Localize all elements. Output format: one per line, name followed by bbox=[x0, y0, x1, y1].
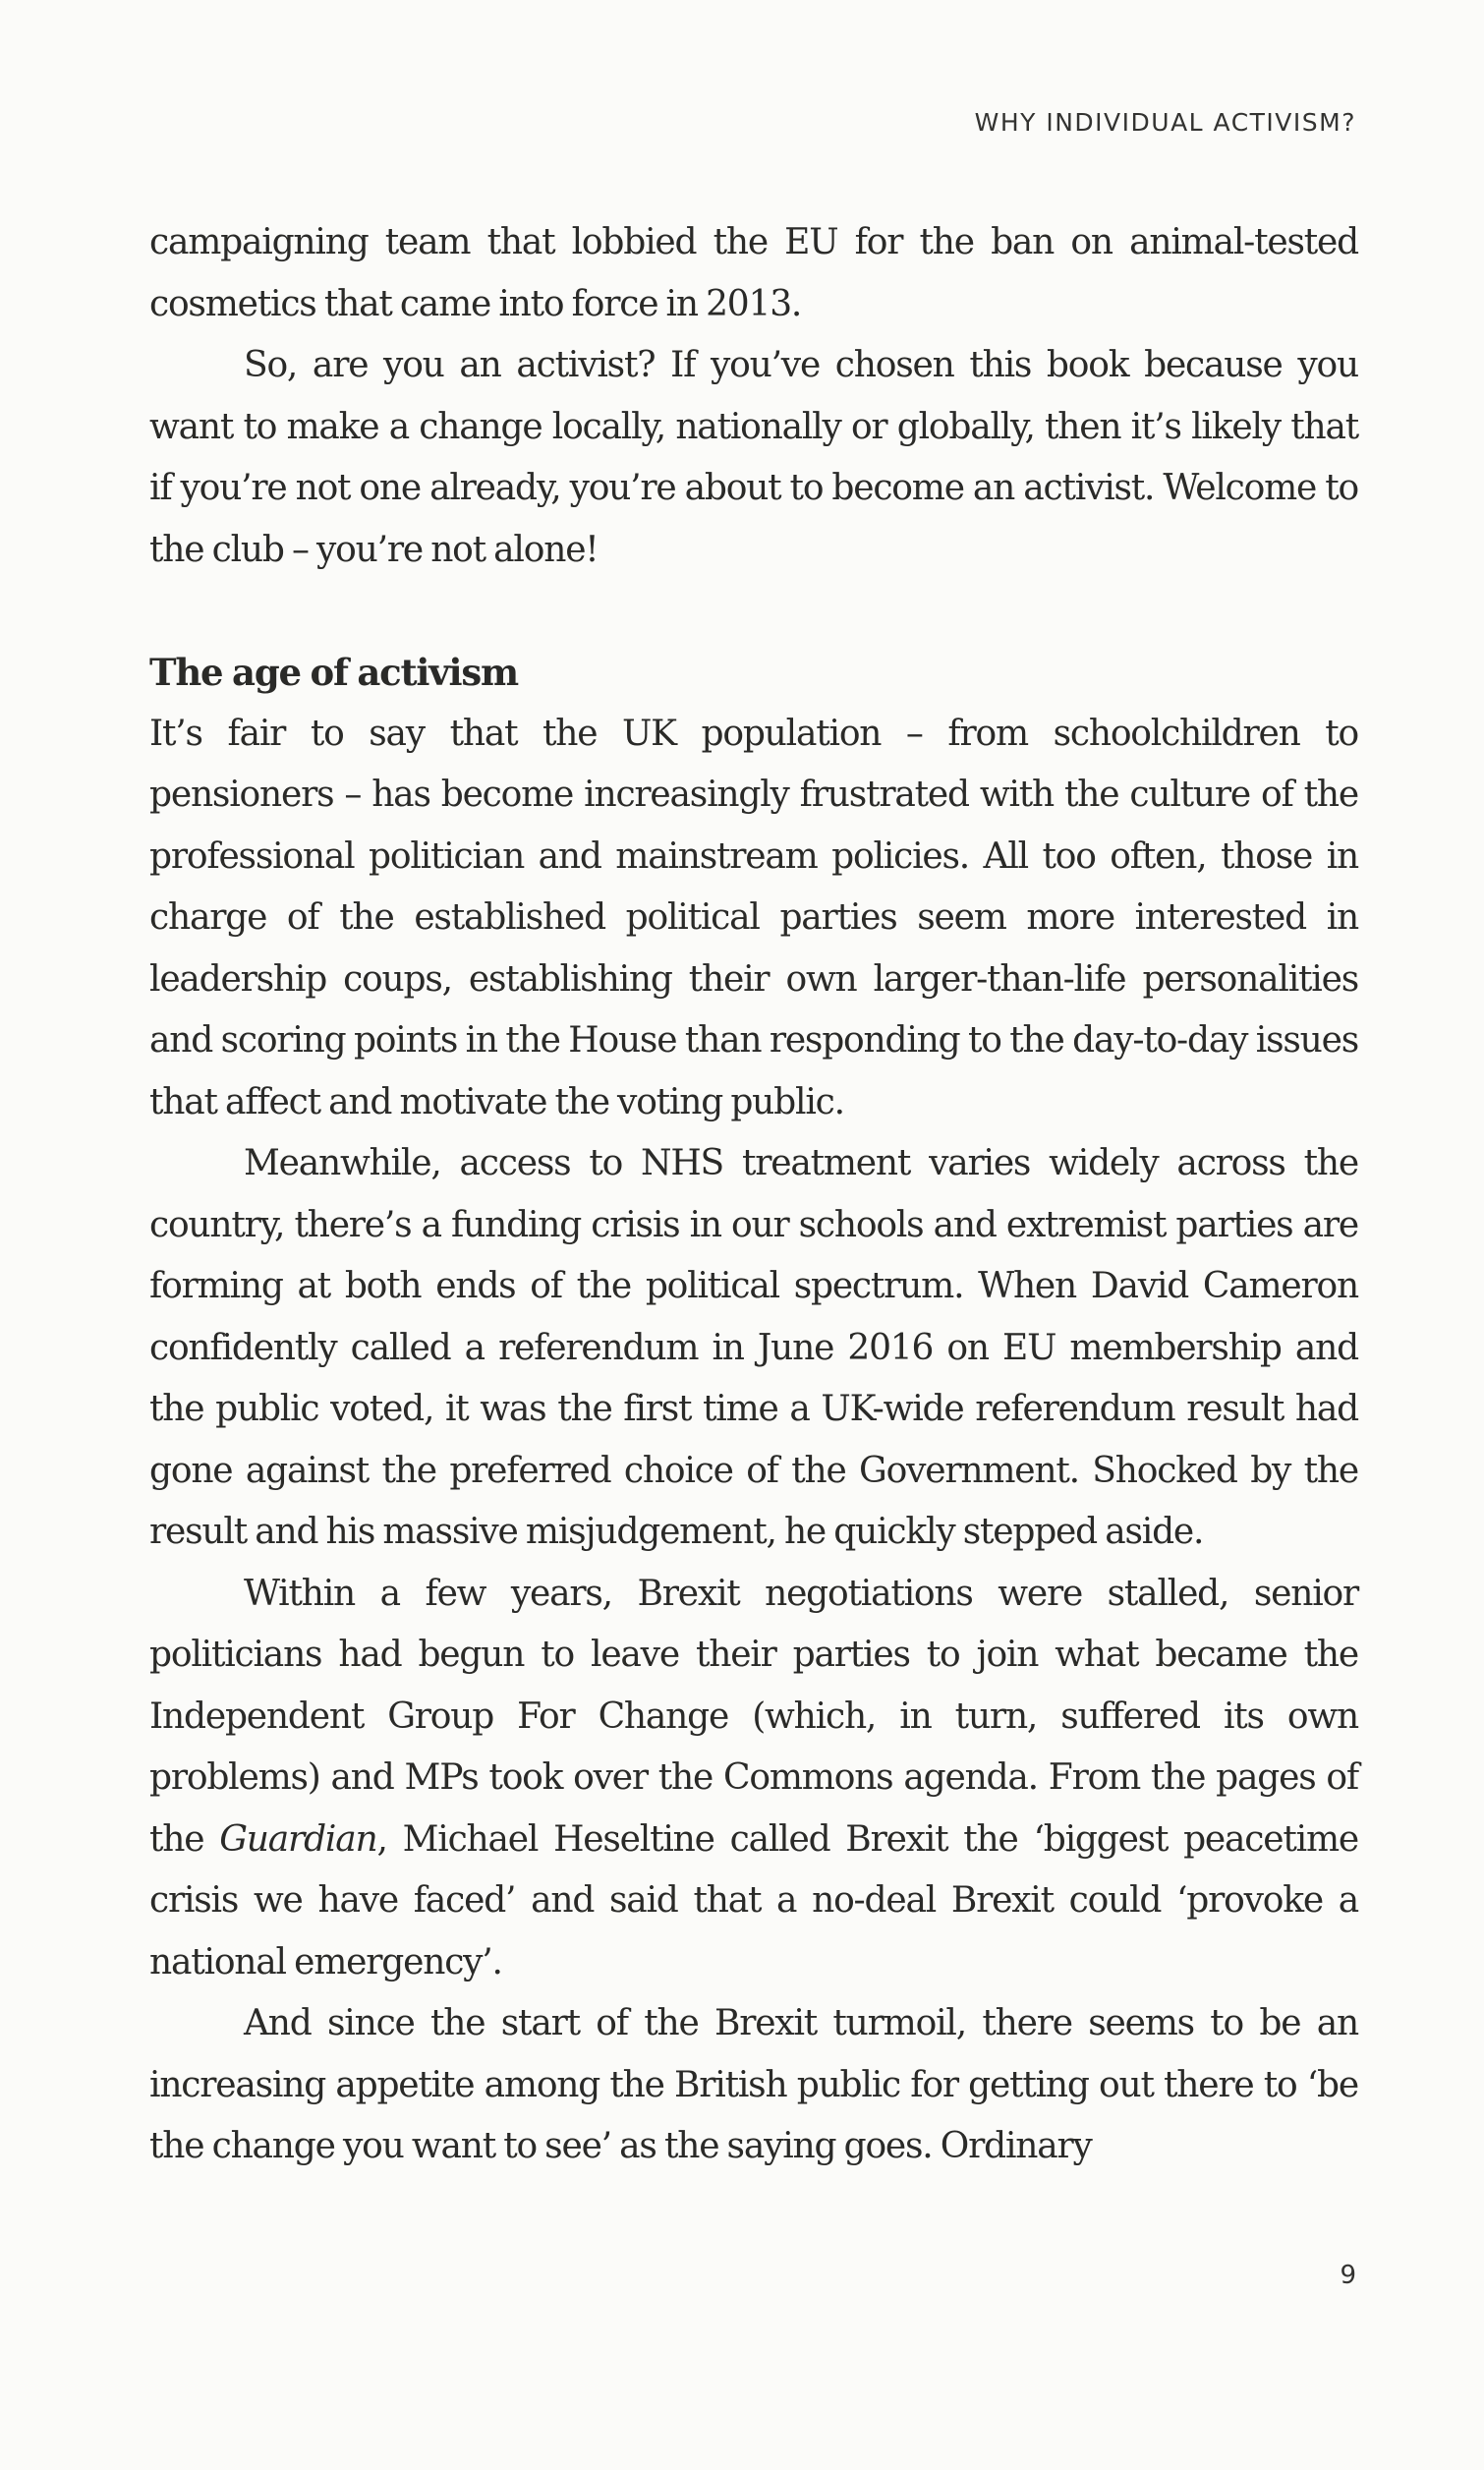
publication-title: Guardian bbox=[219, 1818, 377, 1860]
paragraph-activist-question: So, are you an activist? If you’ve chosen this book because you want to make a change locally, nationally or globally, then it’s likely that if you’re not one already, you’re about to become an activist. Welcome to the club – you’re not alone! bbox=[149, 345, 1358, 570]
section-heading: The age of activism bbox=[149, 651, 518, 694]
paragraph-text-part: , Michael Heseltine called Brexit the ‘biggest peacetime crisis we have faced’ and said that a no-deal Brexit could ‘provoke a national emergency’. bbox=[149, 1818, 1358, 1982]
paragraph-text-part: Within a few years, Brexit negotiations were stalled, senior politicians had begun to leave their parties to join what became the Independent Group For Change (which, in turn, suffered its own problems) and MPs took over the Commons agenda. From the pages of the bbox=[149, 1573, 1358, 1860]
paragraph-frustration: It’s fair to say that the UK population – from schoolchildren to pensioners – has become increasingly frustrated with the culture of the professional politician and mainstream policies. All too often, those in charge of the established political parties seem more interested in leadership coups, establishing their own larger-than-life personalities and scoring points in the House than responding to the day-to-day issues that affect and motivate the voting public. bbox=[149, 713, 1358, 1122]
paragraph-brexit-turmoil: And since the start of the Brexit turmoil, there seems to be an increasing appetite among the British public for getting out there to ‘be the change you want to see’ as the saying goes. Ordinary bbox=[149, 2003, 1358, 2166]
body-text bbox=[149, 212, 1358, 2178]
paragraph-brexit-negotiations bbox=[149, 1564, 1358, 1994]
section-spacer bbox=[149, 581, 1358, 642]
paragraph-meanwhile: Meanwhile, access to NHS treatment varies widely across the country, there’s a funding crisis in our schools and extremist parties are forming at both ends of the political spectrum. When David Cameron confidently called a referendum in June 2016 on EU membership and the public voted, it was the first time a UK-wide referendum result had gone against the preferred choice of the Government. Shocked by the result and his massive misjudgement, he quickly stepped aside. bbox=[149, 1143, 1358, 1552]
paragraph-continued: campaigning team that lobbied the EU for the ban on animal-tested cosmetics that came into force in 2013. bbox=[149, 222, 1358, 324]
page-number: 9 bbox=[1340, 2261, 1356, 2290]
running-head: WHY INDIVIDUAL ACTIVISM? bbox=[974, 108, 1356, 137]
